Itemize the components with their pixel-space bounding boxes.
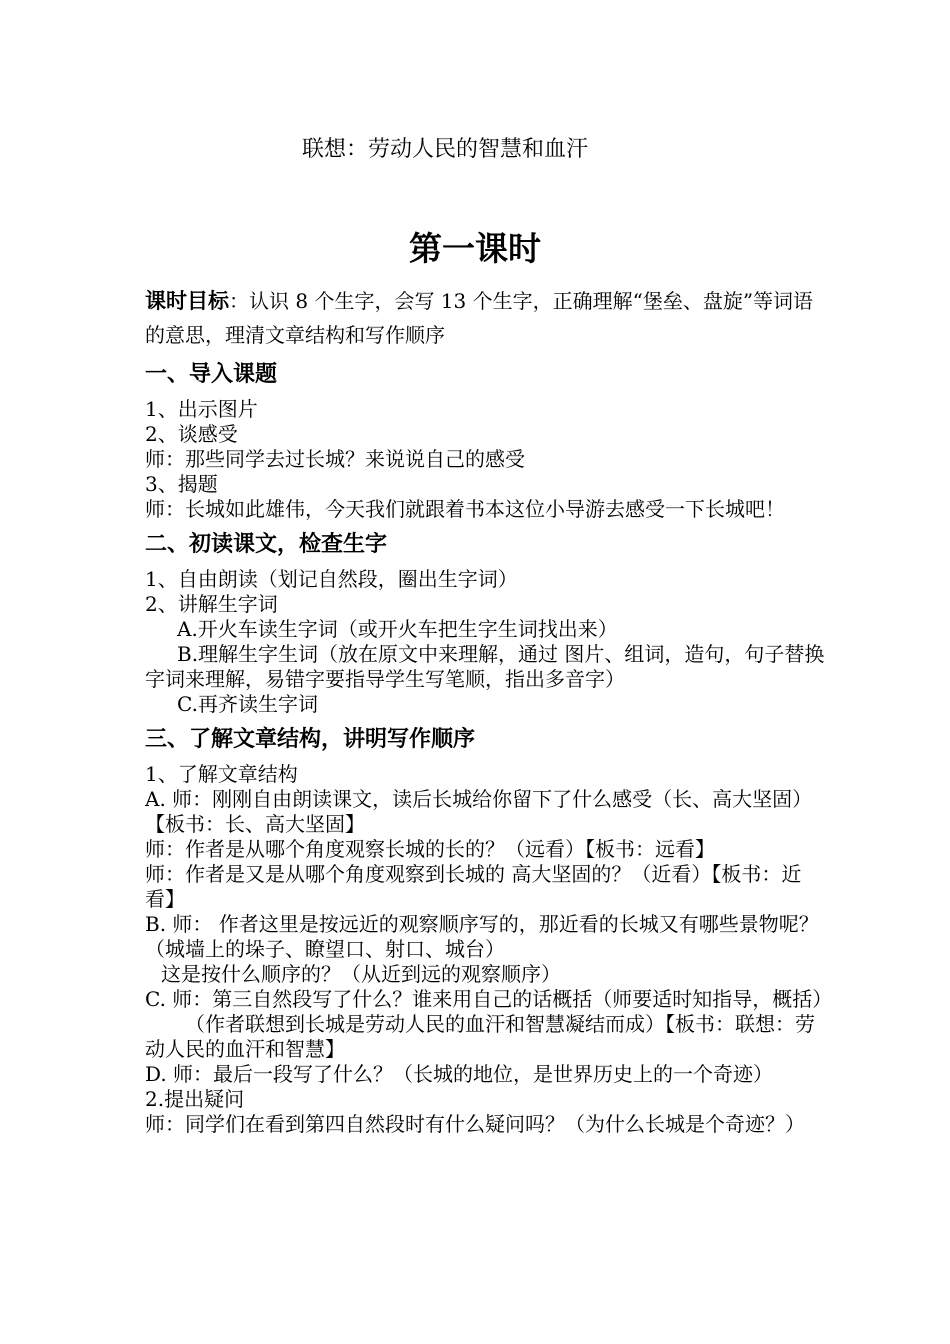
section-line: B. 师： 作者这里是按远近的观察顺序写的，那近看的长城又有哪些景物呢？（城墙上的垛子、瞭望口、射口、城台）: [145, 912, 819, 961]
section-line: D. 师：最后一段写了什么？（长城的地位，是世界历史上的一个奇迹）: [145, 1062, 774, 1086]
section-line: 3、揭题: [145, 472, 218, 496]
section-heading-intro: 一、导入课题: [145, 362, 278, 387]
section-line: C.再齐读生字词: [177, 692, 318, 716]
section-line: 师：长城如此雄伟，今天我们就跟着书本这位小导游去感受一下长城吧！: [145, 497, 785, 521]
goal-text: ：认识 8 个生字，会写 13 个生字，正确理解“堡垒、盘旋”等词语的意思，理清文章结构和写作顺序: [145, 289, 814, 347]
page-subtitle: 联想：劳动人民的智慧和血汗: [301, 137, 588, 162]
section-line: C. 师：第三自然段写了什么？谁来用自己的话概括（师要适时知指导，概括）: [145, 987, 833, 1011]
section-line: 2.提出疑问: [145, 1087, 245, 1111]
section-heading-structure: 三、了解文章结构，讲明写作顺序: [145, 727, 476, 752]
lesson-content: [145, 284, 833, 1137]
page-title: 第一课时: [409, 229, 541, 268]
lesson-goal: [145, 284, 825, 352]
goal-label: 课时目标: [145, 289, 229, 313]
section-line: 2、讲解生字词: [145, 592, 278, 616]
section-line: 这是按什么顺序的？（从近到远的观察顺序）: [161, 962, 561, 986]
section-line: 师：作者是从哪个角度观察长城的长的？（远看）【板书：远看】: [145, 837, 715, 861]
section-line: （作者联想到长城是劳动人民的血汗和智慧凝结而成）【板书：联想：劳动人民的血汗和智慧】: [145, 1012, 815, 1061]
section-line: 1、自由朗读（划记自然段，圈出生字词）: [145, 567, 518, 591]
section-line: A.开火车读生字词（或开火车把生字生词找出来）: [177, 617, 618, 641]
section-line: 1、出示图片: [145, 397, 258, 421]
section-line: 师：作者是又是从哪个角度观察到长城的 高大坚固的？（近看）【板书：近看】: [145, 862, 802, 911]
section-line: 师：那些同学去过长城？来说说自己的感受: [145, 447, 525, 471]
section-line: A. 师：刚刚自由朗读课文，读后长城给你留下了什么感受（长、高大坚固）【板书：长、高大坚固】: [145, 787, 813, 836]
section-line: 师：同学们在看到第四自然段时有什么疑问吗？（为什么长城是个奇迹？）: [145, 1112, 805, 1136]
section-heading-reading: 二、初读课文，检查生字: [145, 532, 388, 557]
section-line: B.理解生字生词（放在原文中来理解，通过 图片、组词，造句，句子替换字词来理解，易错字要指导学生写笔顺，指出多音字）: [145, 642, 825, 691]
section-line: 2、谈感受: [145, 422, 238, 446]
section-line: 1、了解文章结构: [145, 762, 298, 786]
